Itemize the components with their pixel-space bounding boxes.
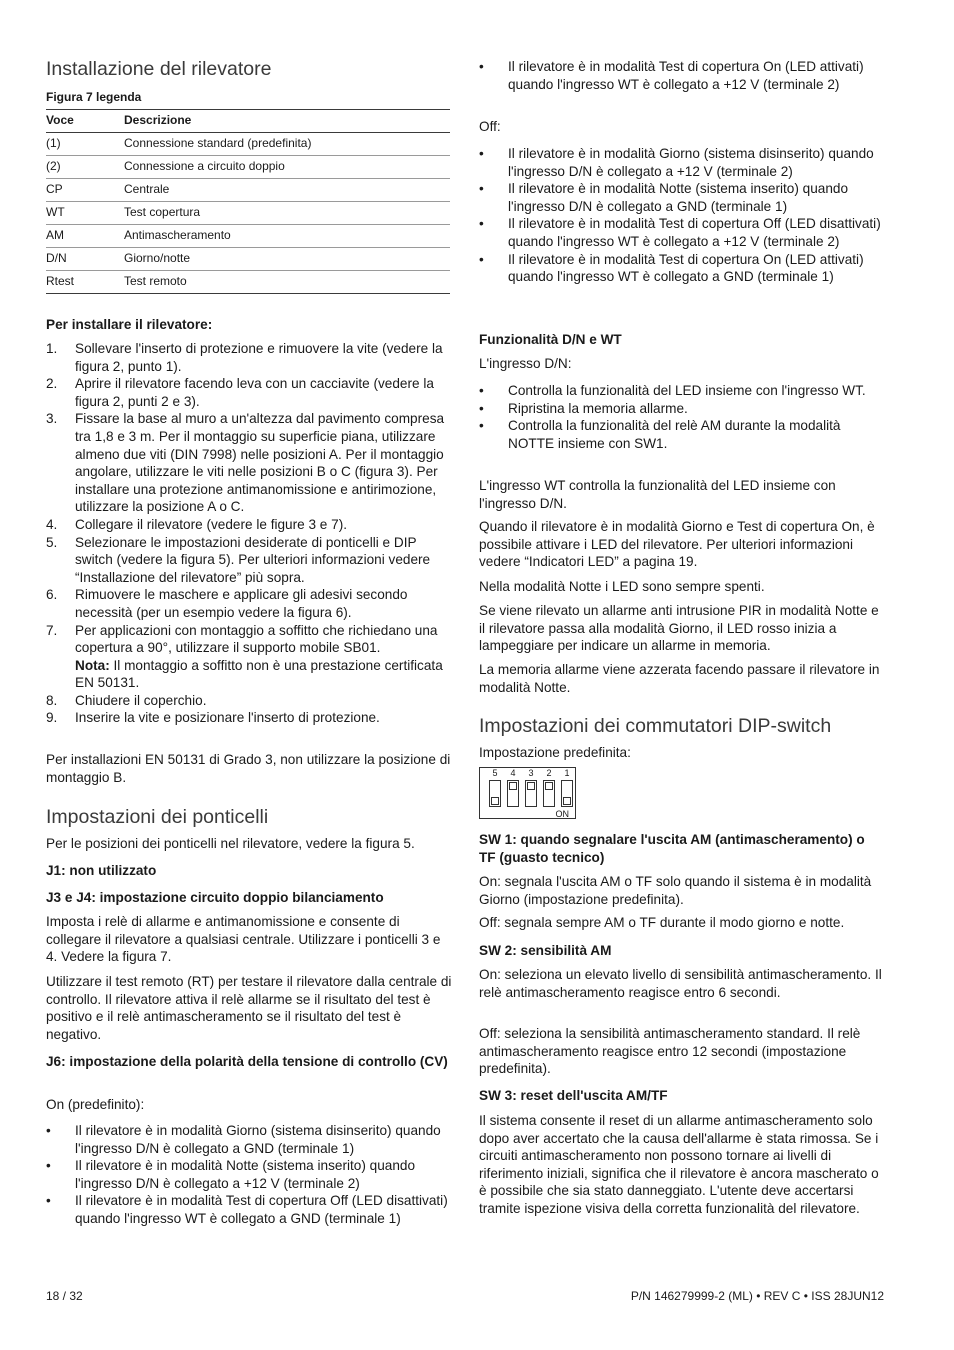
dip-number: 1 [564,768,570,778]
table-row [46,133,450,156]
j1-heading: J1: non utilizzato [46,863,157,878]
dip-switch-5 [489,780,501,807]
list-item: 5. Selezionare le impostazioni desiderate di ponticelli e DIP switch (vedere la figura 5). Per ulteriori informazioni vedere “Installazione del rilevatore” più sopra. [46,534,431,585]
table-header-row [46,110,450,133]
list-item: 7. Per applicazioni con montaggio a soffitto che richiedano una copertura a 90°, utilizzare il supporto mobile SB01. Nota: Il montaggio a soffitto non è una prestazione certificata EN 50131. [46,622,443,691]
list-item: 9. Inserire la vite e posizionare l'inserto di protezione. [46,710,380,726]
sw3-paragraph: Il sistema consente il reset di un allarme antimascheramento solo dopo aver accertato che la causa dell'allarme è stata rimossa. Se i circuiti antimascheramento non possono tornare ai livelli di riferimento iniziali, significa che il rilevatore è ancora mascherato o è possibile che sia stato danneggiato. L'utente deve accertarsi tramite ispezione visiva della corretta funzionalità del rilevatore. [479,1113,879,1216]
page-number: 18 / 32 [46,1289,83,1303]
table-row [46,248,450,271]
table-row [46,179,450,202]
list-item: 1. Sollevare l'inserto di protezione e rimuovere la vite (vedere la figura 2, punto 1). [46,341,443,374]
jumpers-intro: Per le posizioni dei ponticelli nel rilevatore, vedere la figura 5. [46,836,415,851]
dip-knob [509,782,517,790]
dip-switch-diagram [479,767,576,819]
table-cell-voce: (1) [46,133,124,156]
default-label: Impostazione predefinita: [479,745,631,760]
wt-paragraph: L'ingresso WT controlla la funzionalità del LED insieme con l'ingresso D/N. [479,478,836,511]
dip-switch-2 [543,780,555,807]
sw1-on: On: segnala l'uscita AM o TF solo quando il sistema è in modalità Giorno (impostazione predefinita). [479,874,872,907]
install-steps [46,340,452,727]
j6-heading: J6: impostazione della polarità della tensione di controllo (CV) [46,1054,448,1069]
list-item: • Controlla la funzionalità del LED insieme con l'ingresso WT. [479,383,866,398]
list-item: 6. Rimuovere le maschere e applicare gli adesivi secondo necessità (per un esempio vedere la figura 6). [46,587,408,620]
table-cell-descrizione: Connessione a circuito doppio [124,156,450,179]
sw1-heading: SW 1: quando segnalare l'uscita AM (antimascheramento) o TF (guasto tecnico) [479,832,865,865]
on-bullets [46,1122,452,1228]
table-cell-voce: D/N [46,248,124,271]
table-header-descrizione: Descrizione [124,113,192,128]
table-cell-voce: CP [46,179,124,202]
table-row [46,225,450,248]
dip-number: 4 [510,768,516,778]
legend-table [46,109,450,294]
list-item: • Il rilevatore è in modalità Test di copertura Off (LED disattivati) quando l'ingresso WT è collegato a GND (terminale 1) [46,1193,448,1226]
top-bullet [479,58,884,93]
j3j4-paragraph-1: Imposta i relè di allarme e antimanomissione e consente di collegare il rilevatore a qualsiasi centrale. Utilizzare i ponticelli 3 e 4. Vedere la figura 7. [46,914,441,965]
dn-intro: L'ingresso D/N: [479,356,572,371]
table-cell-descrizione: Centrale [124,179,450,202]
sw3-heading: SW 3: reset dell'uscita AM/TF [479,1088,668,1103]
dip-number: 3 [528,768,534,778]
on-label: On (predefinito): [46,1097,145,1112]
list-item: 8. Chiudere il coperchio. [46,692,207,708]
section-title-dip: Impostazioni dei commutatori DIP-switch [479,715,832,737]
night-paragraph: Nella modalità Notte i LED sono sempre spenti. [479,579,765,594]
part-number: P/N 146279999-2 (ML) • REV C • ISS 28JUN12 [630,1289,884,1303]
table-cell-descrizione: Test copertura [124,202,450,225]
off-label: Off: [479,119,501,134]
sw2-on: On: seleziona un elevato livello di sensibilità antimascheramento. Il relè antimascheramento reagisce entro 6 secondi. [479,967,882,1000]
en-note: Per installazioni EN 50131 di Grado 3, non utilizzare la posizione di montaggio B. [46,752,451,785]
day-paragraph: Quando il rilevatore è in modalità Giorno e Test di copertura On, è possibile attivare i LED del rilevatore. Per ulteriori informazioni vedere “Indicatori LED” a pagina 19. [479,519,875,570]
j3j4-paragraph-2: Utilizzare il test remoto (RT) per testare il rilevatore dalla centrale di controllo. Il rilevatore attiva il relè allarme se il risultato del test è positivo e il relè antimascheramento se il risultato del test è negativo. [46,974,452,1042]
note-text: Il montaggio a soffitto non è una prestazione certificata EN 50131. [75,657,443,691]
dip-knob [563,797,571,805]
list-item: • Ripristina la memoria allarme. [479,400,688,416]
section-title-installazione: Installazione del rilevatore [46,58,272,80]
table-row [46,271,450,294]
table-header-voce: Voce [46,113,74,128]
sw2-off: Off: seleziona la sensibilità antimascheramento standard. Il relè antimascheramento reagisce entro 12 secondi (impostazione predefinita). [479,1026,861,1077]
sw2-heading: SW 2: sensibilità AM [479,943,612,958]
j3j4-heading: J3 e J4: impostazione circuito doppio bilanciamento [46,890,384,905]
note-label: Nota: [75,657,110,673]
list-item: • Il rilevatore è in modalità Notte (sistema inserito) quando l'ingresso D/N è collegato a +12 V (terminale 2) [46,1158,416,1191]
dip-knob [545,782,553,790]
dip-on-label: ON [555,809,569,819]
dip-switch-3 [525,780,537,807]
dip-knob [527,782,535,790]
dn-bullets [479,382,884,452]
list-item: • Il rilevatore è in modalità Test di copertura On (LED attivati) quando l'ingresso WT è collegato a +12 V (terminale 2) [479,59,864,92]
table-cell-voce: WT [46,202,124,225]
table-cell-descrizione: Giorno/notte [124,248,450,271]
table-cell-descrizione: Connessione standard (predefinita) [124,133,450,156]
dip-switch-1 [561,780,573,807]
table-caption: Figura 7 legenda [46,90,142,104]
dnwt-heading: Funzionalità D/N e WT [479,332,622,347]
table-cell-voce: (2) [46,156,124,179]
list-item: • Il rilevatore è in modalità Test di copertura On (LED attivati) quando l'ingresso WT è collegato a GND (terminale 1) [479,251,864,285]
table-cell-voce: Rtest [46,271,124,294]
dip-number: 5 [492,768,498,778]
pir-paragraph: Se viene rilevato un allarme anti intrusione PIR in modalità Notte e il rilevatore passa alla modalità Giorno, il LED rosso inizia a lampeggiare per indicare un allarme in memoria. [479,603,879,654]
list-item: • Il rilevatore è in modalità Giorno (sistema disinserito) quando l'ingresso D/N è collegato a +12 V (terminale 2) [479,146,874,179]
install-heading: Per installare il rilevatore: [46,317,213,332]
dip-number: 2 [546,768,552,778]
table-cell-descrizione: Antimascheramento [124,225,450,248]
table-row [46,156,450,179]
list-item: • Il rilevatore è in modalità Giorno (sistema disinserito) quando l'ingresso D/N è collegato a GND (terminale 1) [46,1123,441,1156]
dip-knob [491,797,499,805]
memory-paragraph: La memoria allarme viene azzerata facendo passare il rilevatore in modalità Notte. [479,662,880,695]
list-item: • Il rilevatore è in modalità Notte (sistema inserito) quando l'ingresso D/N è collegato a GND (terminale 1) [479,181,849,214]
list-item: 4. Collegare il rilevatore (vedere le figure 3 e 7). [46,516,348,532]
table-row [46,202,450,225]
dip-switch-4 [507,780,519,807]
list-item: 3. Fissare la base al muro a un'altezza dal pavimento compresa tra 1,8 e 3 m. Per il montaggio su superficie piana, utilizzare almeno due viti (DIN 7998) nelle posizioni A. Per il montaggio angolare, utilizzare le viti nelle posizioni B o C (figura 3). Per installare una protezione antimanomissione e antirimozione, utilizzare la posizione A o C. [46,411,445,515]
table-cell-voce: AM [46,225,124,248]
sw1-off: Off: segnala sempre AM o TF durante il modo giorno e notte. [479,915,845,930]
section-title-ponticelli: Impostazioni dei ponticelli [46,806,269,828]
list-item: 2. Aprire il rilevatore facendo leva con un cacciavite (vedere la figura 2, punti 2 e 3). [46,376,434,409]
table-cell-descrizione: Test remoto [124,271,450,294]
list-item: • Controlla la funzionalità del relè AM durante la modalità NOTTE insieme con SW1. [479,418,841,451]
list-item: • Il rilevatore è in modalità Test di copertura Off (LED disattivati) quando l'ingresso WT è collegato a +12 V (terminale 2) [479,216,881,249]
off-bullets [479,145,884,286]
